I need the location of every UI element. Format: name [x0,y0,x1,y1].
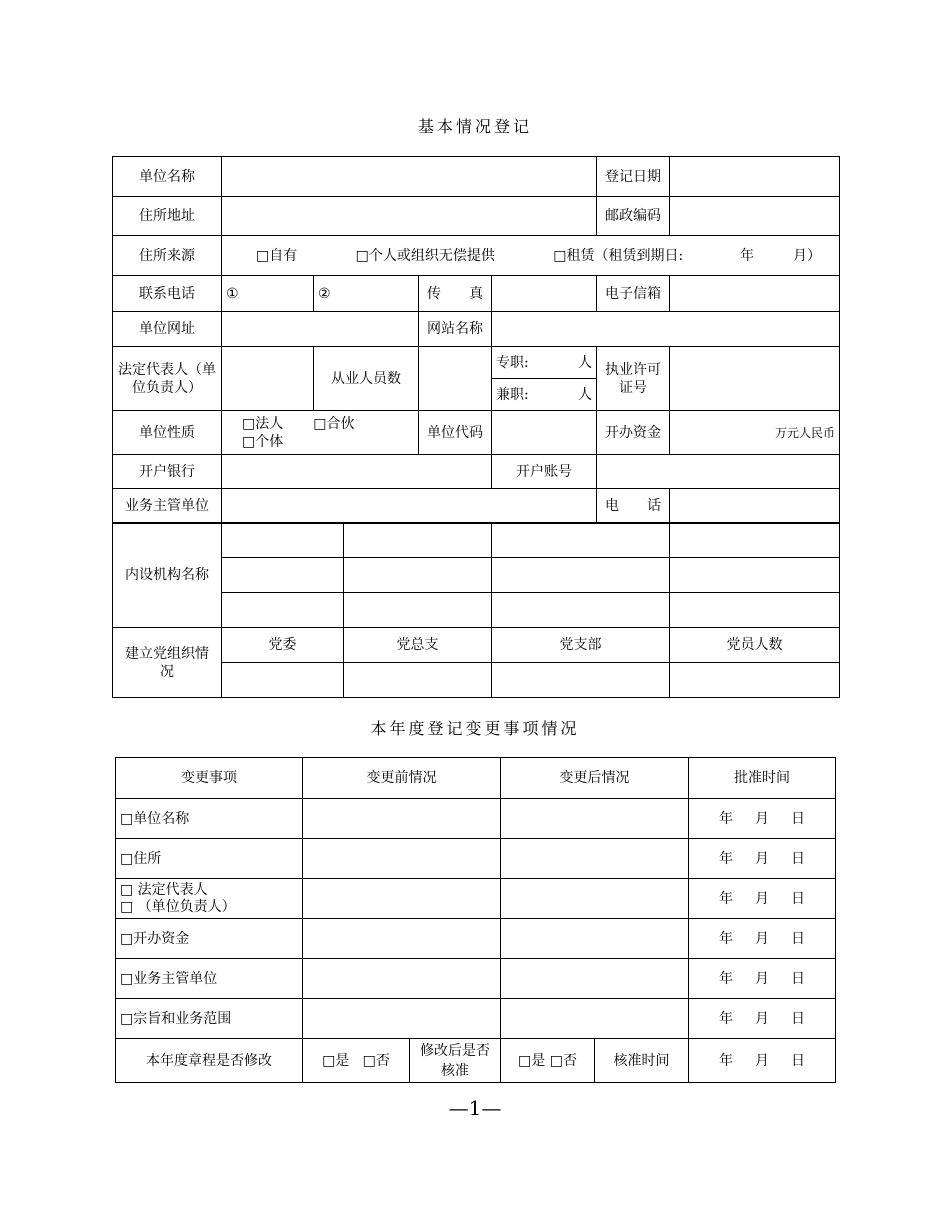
capital-label: 开办资金 [597,411,670,455]
reg-date-label: 登记日期 [597,157,670,197]
date-year: 年 [719,890,733,907]
date-year: 年 [719,930,733,947]
internal-org-cell[interactable] [492,523,670,558]
changes-header-before: 变更前情况 [303,758,501,799]
source-own-checkbox[interactable]: □自有 [256,247,298,264]
internal-org-cell[interactable] [222,593,344,628]
change-after-field[interactable] [501,839,689,879]
address-field[interactable] [222,197,597,236]
staff-count-field[interactable] [419,347,492,411]
basic-info-table [112,156,840,524]
change-item-5[interactable] [116,999,303,1039]
change-date-field[interactable] [689,959,836,999]
date-year: 年 [719,970,733,987]
date-day: 日 [791,810,805,827]
change-date-field[interactable] [689,919,836,959]
changes-title: 本年度登记变更事项情况 [370,719,580,738]
change-date-field[interactable] [689,799,836,839]
change-after-field[interactable] [501,959,689,999]
nature-legal-checkbox[interactable]: □法人 [242,415,284,432]
charter-options [303,1039,501,1083]
lease-month-label: 月） [792,247,821,264]
license-label: 执业许可证号 [597,347,670,411]
change-before-field[interactable] [303,919,501,959]
capital-field[interactable] [670,411,840,455]
internal-org-cell[interactable] [222,558,344,593]
legal-rep-label: 法定代表人（单位负责人） [113,347,222,411]
unit-name-field[interactable] [222,157,597,197]
date-day: 日 [791,850,805,867]
change-item-1[interactable] [116,839,303,879]
parttime-unit: 人 [578,386,592,403]
basic-info-title: 基本情况登记 [417,117,532,136]
phone-1-field[interactable]: ① [222,276,314,312]
bank-field[interactable] [222,455,492,489]
date-year: 年 [719,810,733,827]
change-item-0[interactable] [116,799,303,839]
license-field[interactable] [670,347,840,411]
changes-table [115,757,836,1083]
changes-header-after: 变更后情况 [501,758,689,799]
change-item-3[interactable] [116,919,303,959]
change-before-field[interactable] [303,879,501,919]
tel-field[interactable] [670,489,840,524]
site-name-field[interactable] [492,312,840,347]
change-item-4[interactable] [116,959,303,999]
approved-no-checkbox[interactable]: □否 [549,1052,577,1069]
approved-label-text: 修改后是否核准 [420,1042,490,1079]
party-members-header: 党员人数 [670,628,840,663]
change-row [116,879,836,919]
internal-org-cell[interactable] [670,593,840,628]
changes-header-date: 批准时间 [689,758,836,799]
party-general-branch-header: 党总支 [344,628,492,663]
postcode-label: 邮政编码 [597,197,670,236]
legal-rep-field[interactable] [222,347,314,411]
fulltime-unit: 人 [578,354,592,371]
tel-label: 电 话 [597,489,670,524]
charter-label: 本年度章程是否修改 [116,1039,303,1083]
supervisor-label: 业务主管单位 [113,489,222,524]
change-item-text: □住所 [120,850,162,867]
change-date-field[interactable] [689,879,836,919]
date-day: 日 [791,930,805,947]
fax-field[interactable] [492,276,597,312]
approve-time-label: 核准时间 [595,1039,689,1083]
email-field[interactable] [670,276,840,312]
source-lease-checkbox[interactable] [553,247,821,265]
unit-code-field[interactable] [492,411,597,455]
approved-label [410,1039,501,1082]
approved-options [501,1039,595,1083]
changes-header-item: 变更事项 [116,758,303,799]
date-year: 年 [719,850,733,867]
internal-org-cell[interactable] [344,558,492,593]
charter-yes-checkbox[interactable]: □是 [322,1052,350,1069]
internal-org-cell[interactable] [344,523,492,558]
change-before-field[interactable] [303,959,501,999]
website-label: 单位网址 [113,312,222,347]
change-date-field[interactable] [689,999,836,1039]
date-month: 月 [755,970,769,987]
account-field[interactable] [597,455,840,489]
approved-yes-checkbox[interactable]: □是 [518,1052,546,1069]
lease-year-label: 年 [740,247,755,264]
change-before-field[interactable] [303,839,501,879]
date-month: 月 [755,810,769,827]
reg-date-field[interactable] [670,157,840,197]
address-label: 住所地址 [113,197,222,236]
change-item-text: □ （单位负责人） [120,898,236,915]
date-month: 月 [755,930,769,947]
phone-2-field[interactable]: ② [314,276,419,312]
date-year: 年 [719,1010,733,1027]
nature-partner-checkbox[interactable]: □合伙 [313,415,355,432]
change-row [116,959,836,999]
bank-label: 开户银行 [113,455,222,489]
nature-label: 单位性质 [113,411,222,455]
change-after-field[interactable] [501,919,689,959]
date-day: 日 [791,1010,805,1027]
change-before-field[interactable] [303,999,501,1039]
change-after-field[interactable] [501,999,689,1039]
internal-org-cell[interactable] [670,558,840,593]
internal-org-cell[interactable] [670,523,840,558]
phone-label: 联系电话 [113,276,222,312]
date-month: 月 [755,890,769,907]
date-year: 年 [719,1052,733,1069]
party-label: 建立党组织情况 [113,628,222,698]
date-day: 日 [791,970,805,987]
party-general-branch-field[interactable] [344,663,492,698]
internal-org-cell[interactable] [492,593,670,628]
change-item-text: □ 法定代表人 [120,881,208,898]
parttime-label: 兼职: [496,386,529,403]
capital-unit: 万元人民币 [774,425,835,440]
source-lease-label: □租赁（租赁到期日: [553,247,684,264]
website-field[interactable] [222,312,419,347]
change-item-text: □宗旨和业务范围 [120,1010,232,1027]
page-number: —1— [448,1096,502,1120]
site-name-label: 网站名称 [419,312,492,347]
change-after-field[interactable] [501,879,689,919]
source-free-checkbox[interactable]: □个人或组织无偿提供 [355,247,495,264]
party-committee-header: 党委 [222,628,344,663]
change-item-text: □开办资金 [120,930,190,947]
fulltime-label: 专职: [496,354,529,371]
address-source-options [222,236,840,276]
change-before-field[interactable] [303,799,501,839]
change-row [116,799,836,839]
supervisor-field[interactable] [222,489,597,524]
change-row [116,999,836,1039]
postcode-field[interactable] [670,197,840,236]
approve-time-field[interactable] [689,1039,836,1083]
internal-org-cell[interactable] [344,593,492,628]
fulltime-field[interactable] [492,347,597,379]
charter-no-checkbox[interactable]: □否 [362,1052,390,1069]
internal-org-label: 内设机构名称 [113,523,222,628]
address-source-label: 住所来源 [113,236,222,276]
staff-count-label: 从业人员数 [314,347,419,411]
unit-name-label: 单位名称 [113,157,222,197]
nature-individual-checkbox[interactable]: □个体 [242,433,284,450]
party-members-field[interactable] [670,663,840,698]
nature-options [222,411,419,455]
email-label: 电子信箱 [597,276,670,312]
change-after-field[interactable] [501,799,689,839]
change-row [116,839,836,879]
internal-org-cell[interactable] [222,523,344,558]
party-branch-field[interactable] [492,663,670,698]
date-month: 月 [755,1052,769,1069]
account-label: 开户账号 [492,455,597,489]
date-month: 月 [755,850,769,867]
internal-org-cell[interactable] [492,558,670,593]
change-date-field[interactable] [689,839,836,879]
unit-code-label: 单位代码 [419,411,492,455]
date-day: 日 [791,890,805,907]
change-item-text: □单位名称 [120,810,190,827]
party-committee-field[interactable] [222,663,344,698]
party-branch-header: 党支部 [492,628,670,663]
fax-label: 传 真 [419,276,492,312]
date-month: 月 [755,1010,769,1027]
internal-org-table [112,522,840,698]
date-day: 日 [791,1052,805,1069]
change-row [116,919,836,959]
change-item-text: □业务主管单位 [120,970,218,987]
change-item-2[interactable] [116,879,303,919]
parttime-field[interactable] [492,379,597,411]
